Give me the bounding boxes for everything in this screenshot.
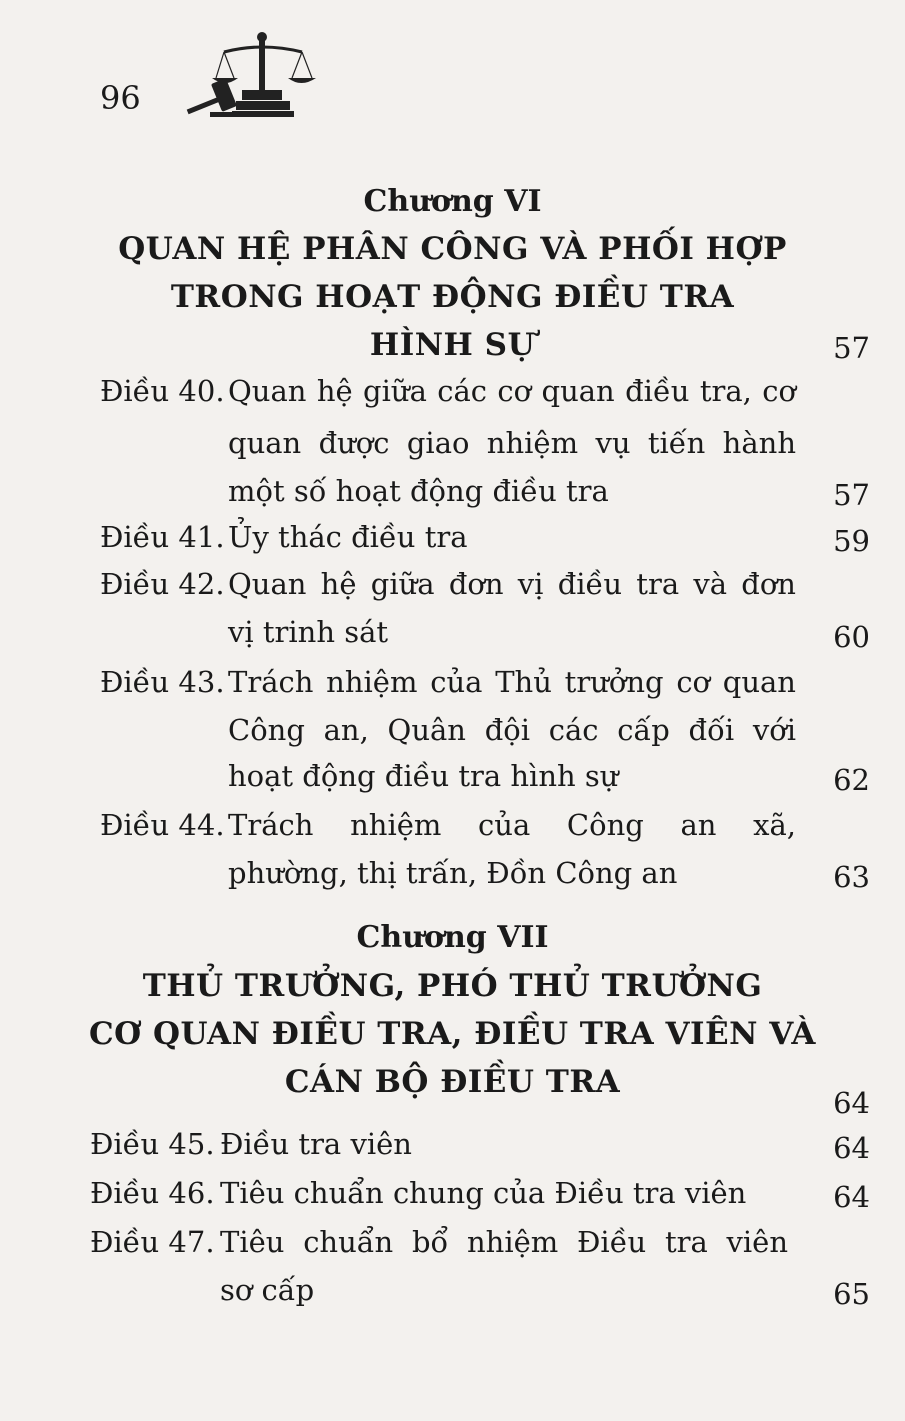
chapter-6-label: Chương VI [363, 184, 542, 219]
article-47-line-1: Tiêu chuẩn bổ nhiệm Điều tra viên [220, 1225, 788, 1259]
article-40-line-3: một số hoạt động điều tra [228, 474, 609, 508]
article-40-page: 57 [833, 478, 870, 512]
article-40-label: Điều 40. [100, 374, 225, 408]
chapter-7-label: Chương VII [356, 920, 549, 955]
article-46-label: Điều 46. [90, 1176, 215, 1210]
article-42-label: Điều 42. [100, 567, 225, 601]
article-46-line-1: Tiêu chuẩn chung của Điều tra viên [220, 1176, 747, 1210]
article-44-page: 63 [833, 860, 870, 894]
article-44-line-1: Trách nhiệm của Công an xã, [228, 808, 796, 842]
article-47-line-2: sơ cấp [220, 1273, 315, 1307]
article-45-label: Điều 45. [90, 1127, 215, 1161]
article-41-line-1: Ủy thác điều tra [228, 520, 468, 554]
article-46-page: 64 [833, 1180, 870, 1214]
article-41-label: Điều 41. [100, 520, 225, 554]
chapter-7-page: 64 [833, 1086, 870, 1120]
article-45-line-1: Điều tra viên [220, 1127, 412, 1161]
article-40-line-2: quan được giao nhiệm vụ tiến hành [228, 426, 796, 460]
article-41-page: 59 [833, 524, 870, 558]
chapter-7-title-line-1: THỦ TRƯỞNG, PHÓ THỦ TRƯỞNG [142, 968, 763, 1004]
scales-of-justice-icon [180, 28, 320, 120]
article-43-line-2: Công an, Quân đội các cấp đối với [228, 713, 796, 747]
article-42-line-2: vị trinh sát [228, 615, 389, 649]
article-43-label: Điều 43. [100, 665, 225, 699]
article-43-line-1: Trách nhiệm của Thủ trưởng cơ quan [228, 665, 796, 699]
article-47-label: Điều 47. [90, 1225, 215, 1259]
article-44-label: Điều 44. [100, 808, 225, 842]
chapter-6-title-line-2: TRONG HOẠT ĐỘNG ĐIỀU TRA [170, 279, 735, 315]
article-42-page: 60 [833, 620, 870, 654]
chapter-6-page: 57 [833, 331, 870, 365]
chapter-6-title-line-1: QUAN HỆ PHÂN CÔNG VÀ PHỐI HỢP [118, 231, 787, 267]
chapter-6-title-line-3: HÌNH SỰ [369, 327, 536, 363]
article-43-line-3: hoạt động điều tra hình sự [228, 759, 619, 793]
article-43-page: 62 [833, 763, 870, 797]
article-42-line-1: Quan hệ giữa đơn vị điều tra và đơn [228, 567, 796, 601]
article-44-line-2: phường, thị trấn, Đồn Công an [228, 856, 678, 890]
chapter-7-title-line-3: CÁN BỘ ĐIỀU TRA [284, 1064, 621, 1100]
article-47-page: 65 [833, 1277, 870, 1311]
article-45-page: 64 [833, 1131, 870, 1165]
article-40-line-1: Quan hệ giữa các cơ quan điều tra, cơ [228, 374, 796, 408]
page-number: 96 [100, 79, 141, 117]
chapter-7-title-line-2: CƠ QUAN ĐIỀU TRA, ĐIỀU TRA VIÊN VÀ [89, 1016, 816, 1052]
